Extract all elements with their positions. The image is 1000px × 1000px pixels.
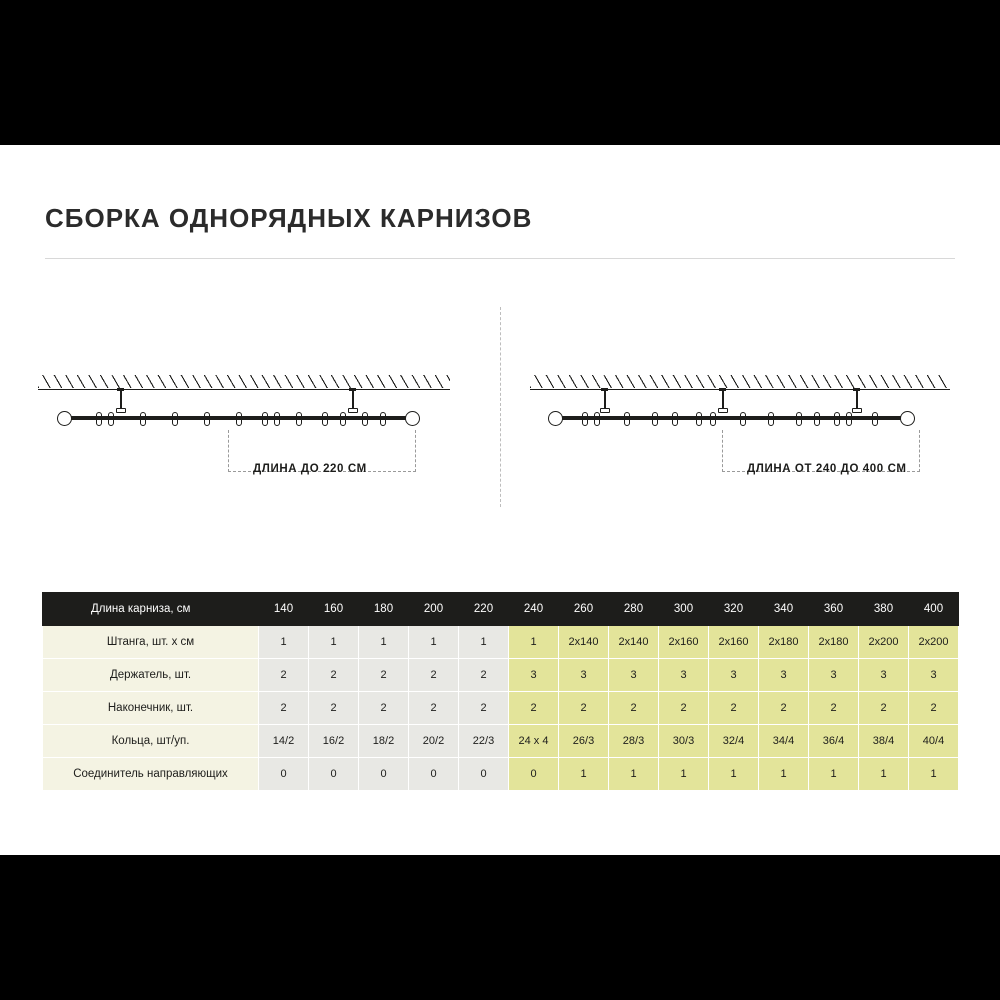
row-label-holder: Держатель, шт. [43,659,259,692]
table-row [43,659,959,692]
cell: 2 [709,692,759,725]
rod-finial [548,411,563,426]
cell: 3 [559,659,609,692]
cell: 2х140 [609,626,659,659]
cell: 2 [459,692,509,725]
caption-left: ДЛИНА ДО 220 СМ [253,463,367,475]
row-label-rings: Кольца, шт/уп. [43,725,259,758]
row-label-finial: Наконечник, шт. [43,692,259,725]
curtain-ring [172,412,178,426]
cell: 1 [559,758,609,791]
curtain-ring [96,412,102,426]
cell: 2х140 [559,626,609,659]
diagram-single-rod [0,285,500,525]
curtain-ring [340,412,346,426]
cell: 2х200 [859,626,909,659]
curtain-ring [740,412,746,426]
header-length-160: 160 [309,593,359,626]
table-row [43,725,959,758]
table-row [43,626,959,659]
rod-bracket [120,389,122,411]
cell: 40/4 [909,725,959,758]
curtain-ring [872,412,878,426]
curtain-ring [236,412,242,426]
caption-right: ДЛИНА ОТ 240 ДО 400 СМ [747,463,907,475]
cell: 1 [759,758,809,791]
curtain-ring [582,412,588,426]
rod-bracket [856,389,858,411]
curtain-ring [262,412,268,426]
cell: 2 [609,692,659,725]
title-divider [45,258,955,259]
cell: 22/3 [459,725,509,758]
cell: 2 [309,659,359,692]
page-title: СБОРКА ОДНОРЯДНЫХ КАРНИЗОВ [45,203,533,233]
rod-bracket [604,389,606,411]
cell: 30/3 [659,725,709,758]
curtain-ring [108,412,114,426]
rod-finial [57,411,72,426]
curtain-ring [652,412,658,426]
specs-table-wrapper [42,592,958,791]
cell: 0 [359,758,409,791]
cell: 3 [609,659,659,692]
cell: 3 [859,659,909,692]
curtain-ring [140,412,146,426]
curtain-ring [846,412,852,426]
header-length-280: 280 [609,593,659,626]
header-length-340: 340 [759,593,809,626]
rod-finial [900,411,915,426]
cell: 2 [759,692,809,725]
header-length-240: 240 [509,593,559,626]
cell: 0 [459,758,509,791]
cell: 38/4 [859,725,909,758]
cell: 2 [859,692,909,725]
rod-finial [405,411,420,426]
cell: 1 [609,758,659,791]
curtain-ring [696,412,702,426]
cell: 32/4 [709,725,759,758]
cell: 2 [259,659,309,692]
specs-table [42,592,959,791]
cell: 2 [259,692,309,725]
curtain-ring [204,412,210,426]
table-header-row [43,593,959,626]
curtain-ring [768,412,774,426]
cell: 2 [909,692,959,725]
header-length-140: 140 [259,593,309,626]
header-length-220: 220 [459,593,509,626]
cell: 20/2 [409,725,459,758]
curtain-rod [558,416,910,420]
cell: 2 [459,659,509,692]
header-length-360: 360 [809,593,859,626]
cell: 2 [409,692,459,725]
cell: 1 [259,626,309,659]
row-label-rod: Штанга, шт. х см [43,626,259,659]
row-label-connector: Соединитель направляющих [43,758,259,791]
cell: 0 [509,758,559,791]
header-length-400: 400 [909,593,959,626]
cell: 1 [709,758,759,791]
cell: 0 [309,758,359,791]
cell: 3 [659,659,709,692]
diagram-area [0,285,1000,525]
cell: 1 [509,626,559,659]
curtain-ring [594,412,600,426]
ceiling-hatch-right [530,375,950,390]
cell: 2 [659,692,709,725]
cell: 2 [509,692,559,725]
cell: 18/2 [359,725,409,758]
cell: 34/4 [759,725,809,758]
cell: 26/3 [559,725,609,758]
cell: 2 [809,692,859,725]
curtain-ring [710,412,716,426]
cell: 2х160 [659,626,709,659]
curtain-ring [796,412,802,426]
cell: 1 [359,626,409,659]
curtain-ring [362,412,368,426]
cell: 2х200 [909,626,959,659]
curtain-ring [624,412,630,426]
cell: 1 [459,626,509,659]
cell: 1 [309,626,359,659]
cell: 3 [909,659,959,692]
curtain-ring [322,412,328,426]
header-length-180: 180 [359,593,409,626]
cell: 1 [659,758,709,791]
curtain-ring [834,412,840,426]
table-row [43,692,959,725]
ceiling-hatch-left [38,375,450,390]
header-length-label: Длина карниза, см [43,593,259,626]
cell: 24 х 4 [509,725,559,758]
cell: 0 [409,758,459,791]
curtain-ring [274,412,280,426]
cell: 3 [509,659,559,692]
cell: 2х180 [759,626,809,659]
cell: 2 [409,659,459,692]
curtain-ring [296,412,302,426]
header-length-300: 300 [659,593,709,626]
cell: 36/4 [809,725,859,758]
cell: 14/2 [259,725,309,758]
header-length-260: 260 [559,593,609,626]
content-page [0,145,1000,855]
cell: 3 [809,659,859,692]
header-length-320: 320 [709,593,759,626]
rod-bracket [722,389,724,411]
cell: 1 [859,758,909,791]
cell: 2 [309,692,359,725]
diagram-double-rod [500,285,1000,525]
cell: 16/2 [309,725,359,758]
cell: 3 [709,659,759,692]
cell: 2 [559,692,609,725]
cell: 2 [359,659,409,692]
cell: 1 [409,626,459,659]
cell: 3 [759,659,809,692]
cell: 2 [359,692,409,725]
rod-bracket [352,389,354,411]
cell: 1 [909,758,959,791]
header-length-380: 380 [859,593,909,626]
cell: 0 [259,758,309,791]
curtain-ring [380,412,386,426]
header-length-200: 200 [409,593,459,626]
cell: 2х180 [809,626,859,659]
cell: 1 [809,758,859,791]
cell: 2х160 [709,626,759,659]
curtain-ring [672,412,678,426]
curtain-ring [814,412,820,426]
cell: 28/3 [609,725,659,758]
table-row [43,758,959,791]
